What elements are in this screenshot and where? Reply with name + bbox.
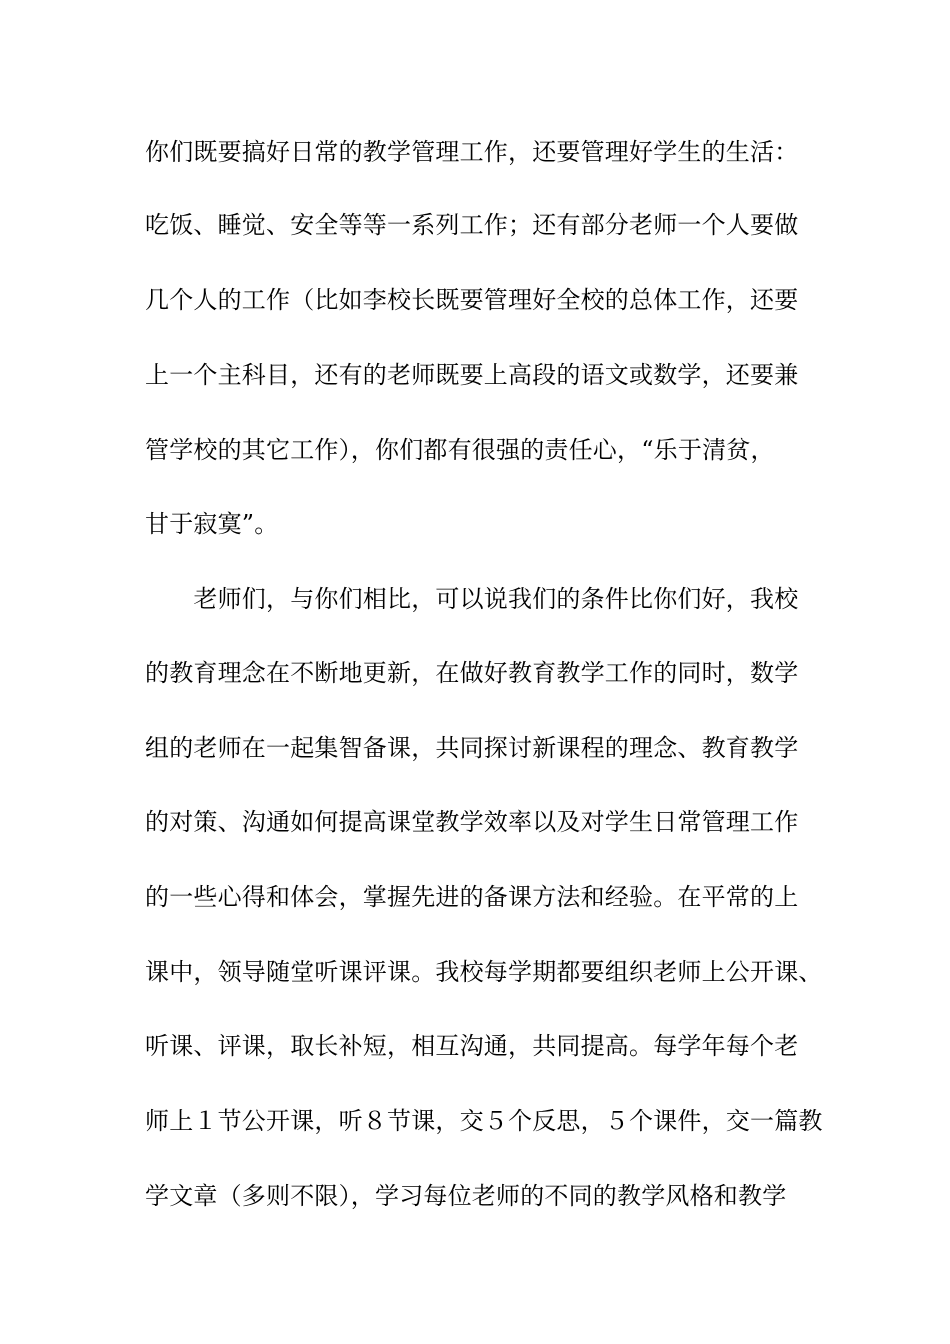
text-line: 听课、评课，取长补短，相互沟通，共同提高。每学年每个老 — [145, 1032, 799, 1060]
text-line: 老师们，与你们相比，可以说我们的条件比你们好，我校 — [145, 585, 799, 613]
text-line: 课中，领导随堂听课评课。我校每学期都要组织老师上公开课、 — [145, 958, 823, 986]
text-line: 上一个主科目，还有的老师既要上高段的语文或数学，还要兼 — [145, 361, 799, 389]
text-line: 几个人的工作（比如李校长既要管理好全校的总体工作，还要 — [145, 286, 799, 314]
text-line: 管学校的其它工作），你们都有很强的责任心，“乐于清贫， — [145, 436, 775, 464]
text-line: 你们既要搞好日常的教学管理工作，还要管理好学生的生活： — [145, 138, 799, 166]
text-line: 学文章（多则不限），学习每位老师的不同的教学风格和教学 — [145, 1182, 787, 1210]
text-line: 组的老师在一起集智备课，共同探讨新课程的理念、教育教学 — [145, 734, 799, 762]
text-line: 的一些心得和体会，掌握先进的备课方法和经验。在平常的上 — [145, 883, 799, 911]
text-line: 师上１节公开课，听８节课，交５个反思，５个课件，交一篇教 — [145, 1107, 823, 1135]
text-line: 的对策、沟通如何提高课堂教学效率以及对学生日常管理工作 — [145, 808, 799, 836]
text-line: 吃饭、睡觉、安全等等一系列工作；还有部分老师一个人要做 — [145, 211, 799, 239]
text-line: 甘于寂寞”。 — [145, 510, 279, 538]
text-line: 的教育理念在不断地更新，在做好教育教学工作的同时，数学 — [145, 659, 799, 687]
